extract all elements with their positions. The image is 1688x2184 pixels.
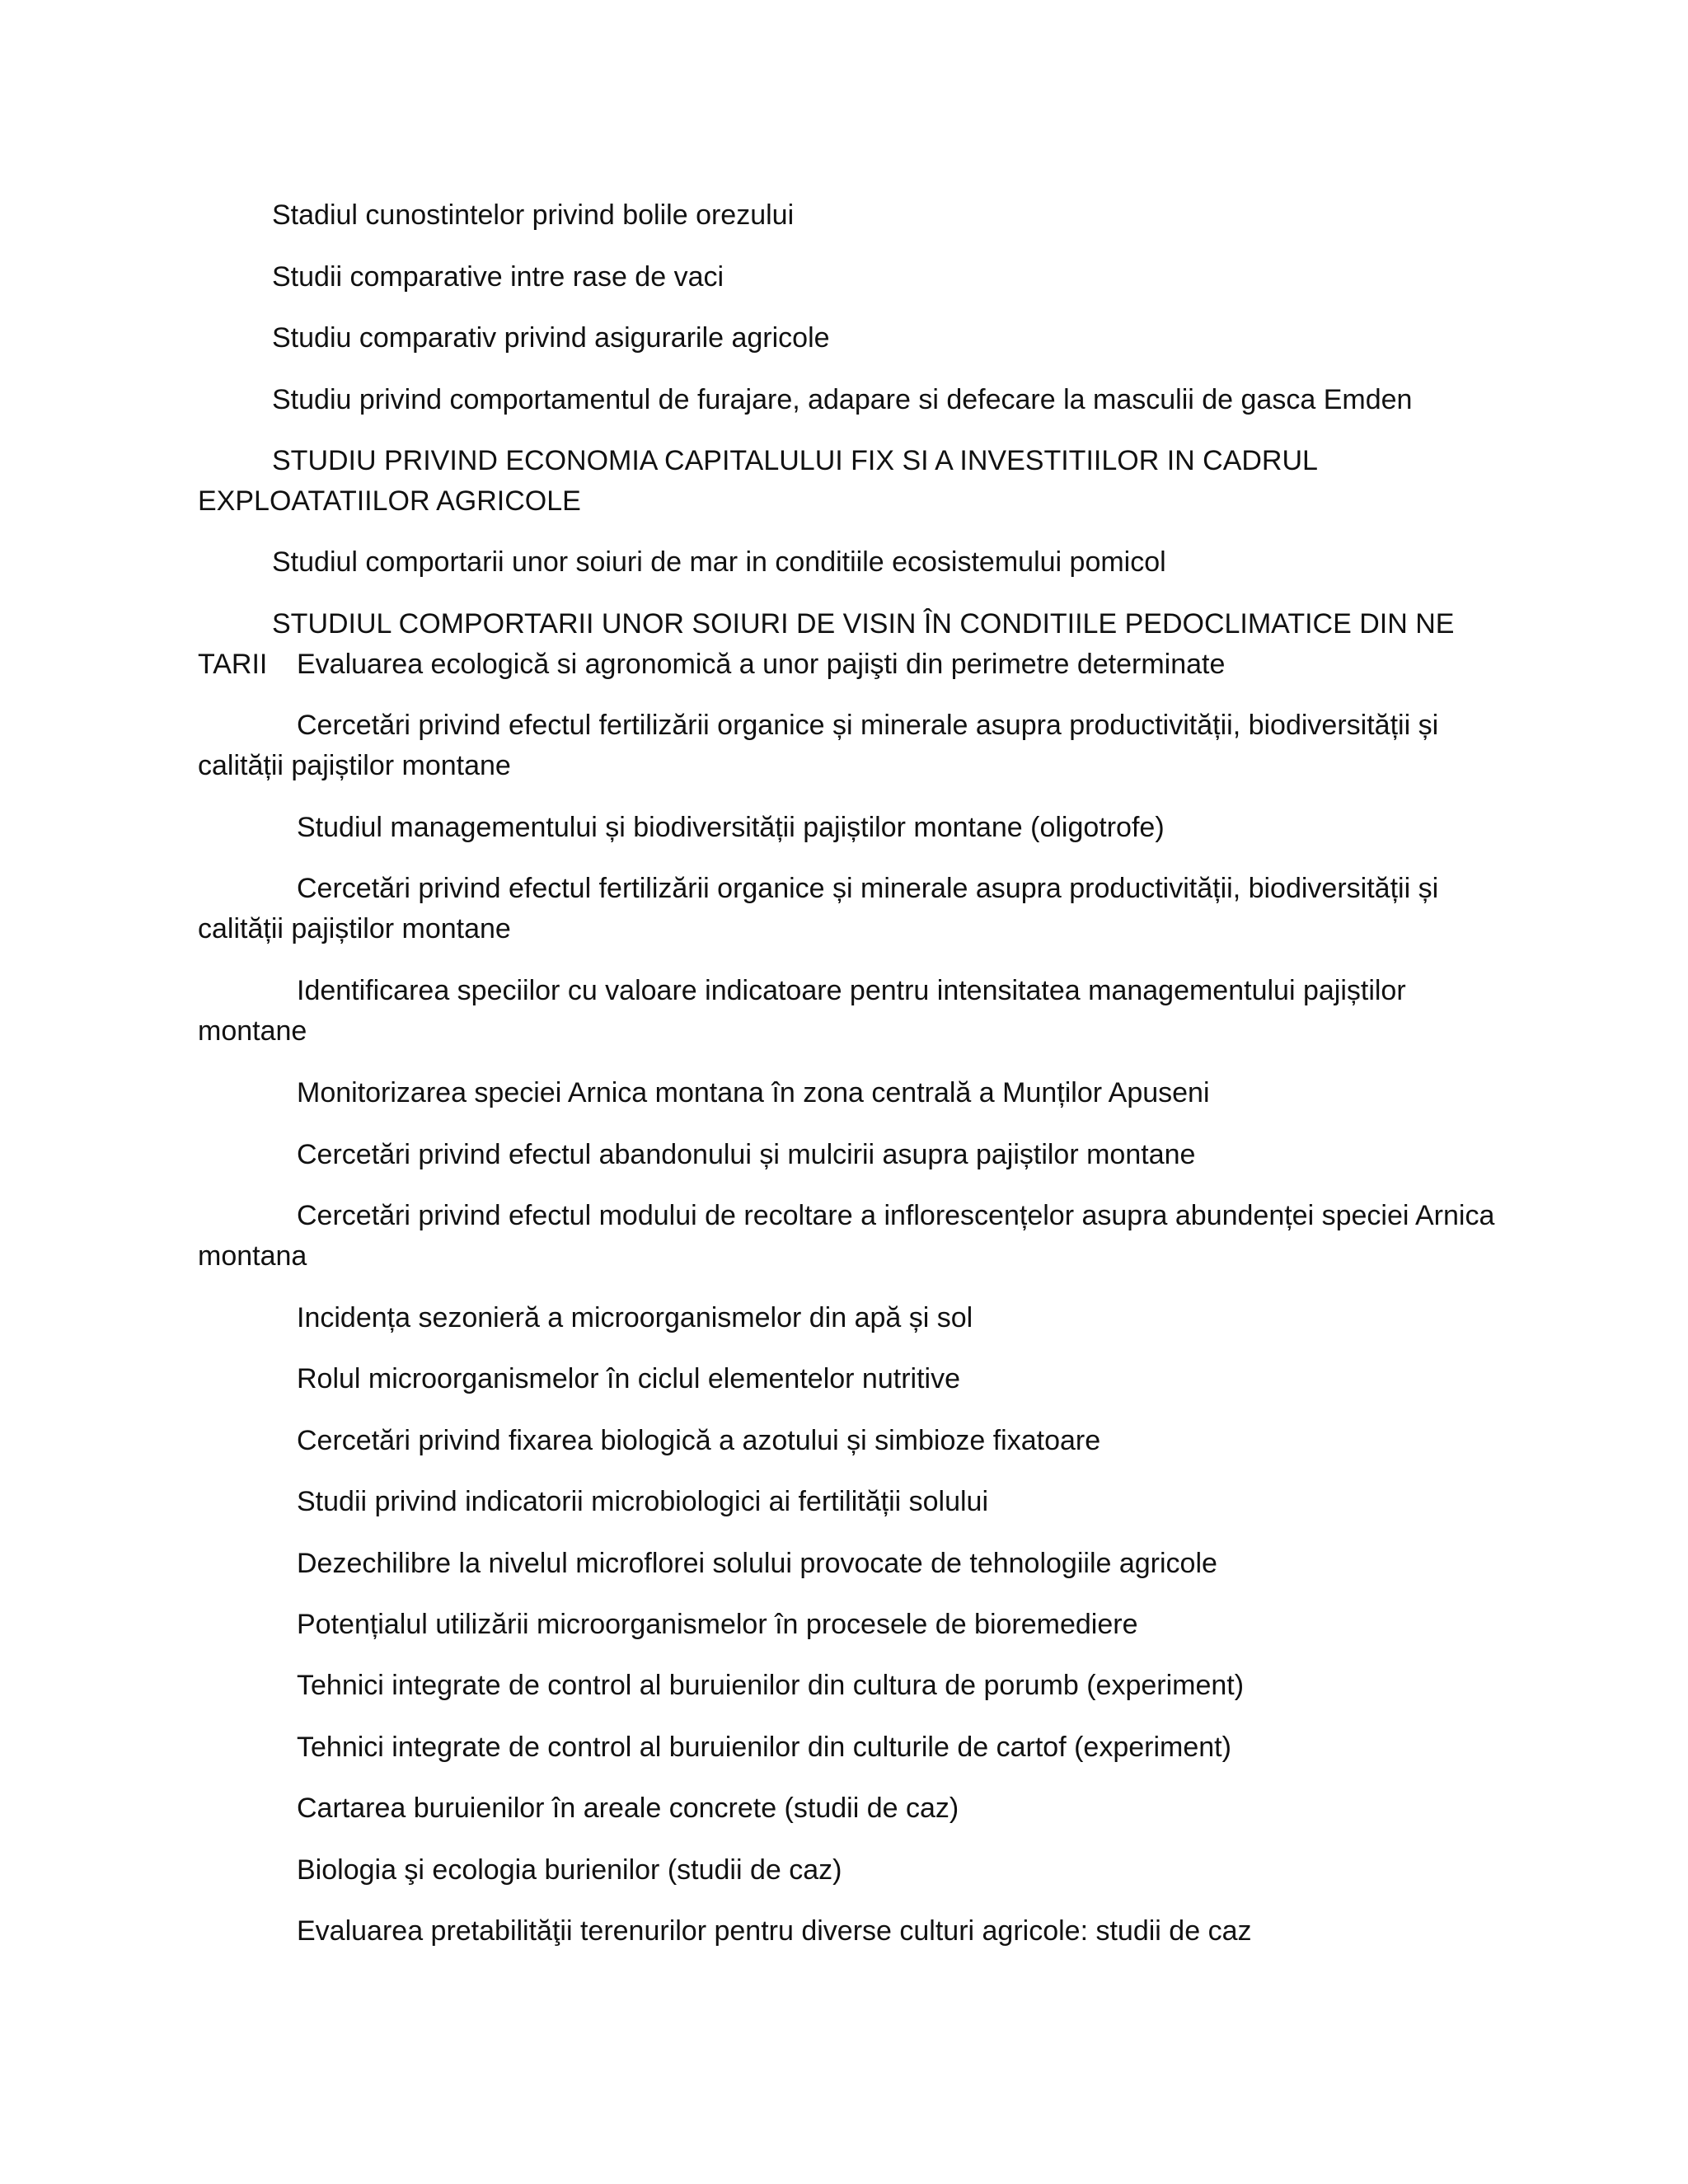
- list-item: Dezechilibre la nivelul microflorei solului provocate de tehnologiile agricole: [297, 1548, 1217, 1579]
- list-item: Studii comparative intre rase de vaci: [272, 261, 724, 293]
- list-item: Studii privind indicatorii microbiologici ai fertilității solului: [297, 1486, 989, 1517]
- list-item: Stadiul cunostintelor privind bolile orezului: [272, 199, 795, 231]
- list-item: STUDIU PRIVIND ECONOMIA CAPITALULUI FIX SI A INVESTITIILOR IN CADRUL EXPLOATATIILOR AGRICOLE: [198, 445, 1317, 517]
- list-item: Cercetări privind efectul fertilizării organice și minerale asupra productivității, biodiversității și calității pajiștilor montane: [198, 873, 1439, 944]
- list-item: Studiul comportarii unor soiuri de mar in conditiile ecosistemului pomicol: [272, 546, 1166, 578]
- list-item: Studiu privind comportamentul de furajare, adapare si defecare la masculii de gasca Emden: [272, 384, 1413, 415]
- list-item: Rolul microorganismelor în ciclul elementelor nutritive: [297, 1363, 960, 1394]
- list-item: Monitorizarea speciei Arnica montana în zona centrală a Munților Apuseni: [297, 1077, 1210, 1108]
- list-item: Biologia şi ecologia burienilor (studii de caz): [297, 1854, 842, 1886]
- list-item: Cercetări privind efectul modului de recoltare a inflorescențelor asupra abundenței speciei Arnica montana: [198, 1200, 1495, 1272]
- list-item: STUDIUL COMPORTARII UNOR SOIURI DE VISIN ÎN CONDITIILE PEDOCLIMATICE DIN NE TARII: [198, 608, 1455, 680]
- list-item: Tehnici integrate de control al buruienilor din culturile de cartof (experiment): [297, 1732, 1231, 1763]
- list-item: Tehnici integrate de control al buruienilor din cultura de porumb (experiment): [297, 1670, 1245, 1701]
- list-item: Studiul managementului și biodiversității pajiștilor montane (oligotrofe): [297, 812, 1165, 843]
- list-item: Incidența sezonieră a microorganismelor din apă și sol: [297, 1302, 973, 1333]
- list-item: Evaluarea ecologică si agronomică a unor pajişti din perimetre determinate: [297, 649, 1226, 680]
- list-item: Cercetări privind fixarea biologică a azotului și simbioze fixatoare: [297, 1425, 1101, 1456]
- list-item: Cercetări privind efectul abandonului și mulcirii asupra pajiștilor montane: [297, 1139, 1196, 1170]
- list-item: Studiu comparativ privind asigurarile agricole: [272, 322, 830, 354]
- list-item: Identificarea speciilor cu valoare indicatoare pentru intensitatea managementului pajiștilor montane: [198, 975, 1406, 1047]
- list-item: Potențialul utilizării microorganismelor în procesele de bioremediere: [297, 1609, 1138, 1640]
- list-item: Cartarea buruienilor în areale concrete (studii de caz): [297, 1793, 959, 1824]
- list-item: Evaluarea pretabilităţii terenurilor pentru diverse culturi agricole: studii de caz: [297, 1915, 1252, 1947]
- list-item: Cercetări privind efectul fertilizării organice și minerale asupra productivității, biodiversității și calității pajiștilor montane: [198, 710, 1439, 781]
